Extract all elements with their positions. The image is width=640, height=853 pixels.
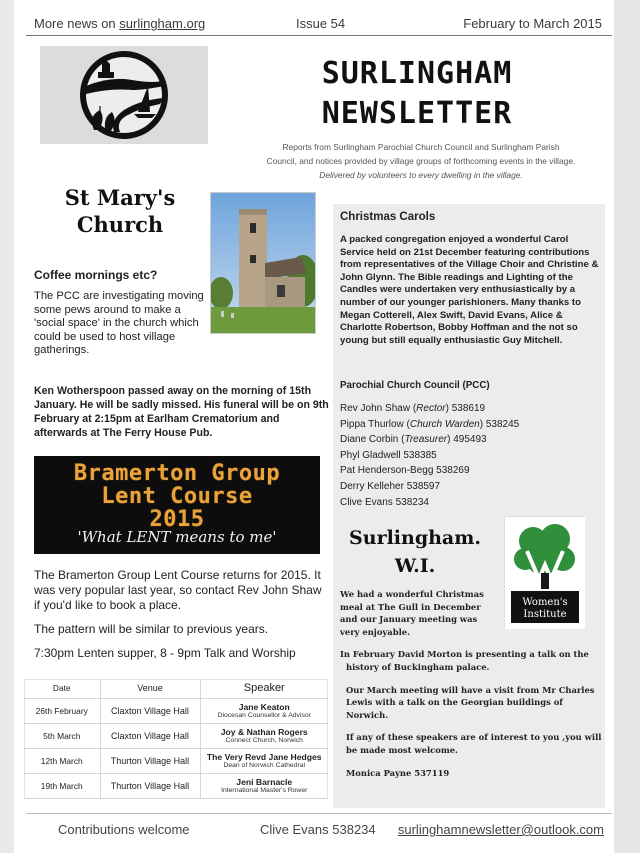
speaker-role: International Master's Rower [221,787,308,794]
more-news [34,16,205,31]
carols-heading: Christmas Carols [340,211,436,223]
church-heading [38,184,202,238]
row-speaker [200,723,328,748]
carols-text: A packed congregation enjoyed a wonderful Carol Service held on 21st December featuring contributions from representatives of the Village Choir and Christine & John Glynn. The Bible readings and Lighting of the Candles were undertaken very enthusiastically by a number of our younger parishioners. Many thanks to Megan Cotterell, Alex Swift, David Evans, Alice & Charlotte Robertson, Bobby Hoffman and the not so young but still equally enthusiastic Guy Mitchell. [340,234,599,346]
more-news-label: More news on [34,16,120,31]
church-heading-line-1: St Mary's [64,185,176,210]
list-item: Clive Evans 538234 [340,496,429,508]
editor-contact: Clive Evans 538234 [260,822,376,837]
table-header-venue: Venue [100,679,200,698]
list-item: Pat Henderson-Begg 538269 [340,465,470,477]
list-item: Phyl Gladwell 538385 [340,449,437,461]
footer-bar [26,813,612,843]
row-venue: Thurton Village Hall [100,748,200,773]
coffee-text: The PCC are investigating moving some pews around to make a 'social space' in the church which could be used to host village gatherings. [34,290,204,357]
church-heading-line-2: Church [76,212,164,237]
banner-line-2: Lent Course [101,484,253,509]
contributions-label: Contributions welcome [58,822,190,837]
page-edge-left [0,0,14,853]
row-date: 26th February [24,698,100,723]
row-speaker [200,698,328,723]
coffee-heading: Coffee mornings etc? [34,268,158,282]
banner-title [34,462,320,531]
pcc-members-list [340,401,600,510]
table-row [24,698,328,723]
intro-text [226,140,616,182]
wi-para-2: In February David Morton is presenting a talk on the history of Buckingham palace. [340,649,589,672]
wi-signoff: Monica Payne 537119 [346,767,450,778]
village-logo [40,46,208,144]
wi-para-4: If any of these speakers are of interest to you ,you will be made most welcome. [346,732,602,755]
pcc-heading: Parochial Church Council (PCC) [340,380,490,391]
email-link[interactable]: surlinghamnewsletter@outlook.com [397,822,604,837]
lent-para-1: The Bramerton Group Lent Course returns for 2015. It was very popular last year, so contact Rev John Shaw if you'd like to book a place. [34,568,322,612]
church-tower-photo [210,192,316,334]
row-venue: Thurton Village Hall [100,773,200,798]
row-venue: Claxton Village Hall [100,723,200,748]
list-item: Diane Corbin (Treasurer) 495493 [340,434,487,446]
lent-course-banner [34,456,320,554]
lent-course-text [34,568,330,670]
wi-para-1: We had a wonderful Christmas meal at The Gull in December and our January meeting was very enjoyable. [340,589,484,637]
wi-para-3: Our March meeting will have a visit from Mr Charles Lewis with a talk on the Georgian buildings of Norwich. [346,684,595,720]
newsletter-title [222,54,612,134]
intro-line-2: Council, and notices provided by village groups of forthcoming events in the village. [266,156,576,166]
title-line-1: SURLINGHAM [321,56,513,91]
lent-schedule-table [24,679,328,799]
issue-date-range: February to March 2015 [463,16,602,31]
speaker-name: The Very Revd Jane Hedges [206,752,322,762]
table-header-date: Date [24,679,100,698]
row-date: 12th March [24,748,100,773]
table-row [24,748,328,773]
speaker-name: Jane Keaton [238,702,290,712]
intro-line-1: Reports from Surlingham Parochial Church Council and Surlingham Parish [282,142,560,152]
speaker-name: Joy & Nathan Rogers [220,727,308,737]
wi-heading-line-1: Surlingham. [349,527,481,549]
list-item: Pippa Thurlow (Church Warden) 538245 [340,418,520,430]
row-venue: Claxton Village Hall [100,698,200,723]
lent-para-3: 7:30pm Lenten supper, 8 - 9pm Talk and Worship [34,646,296,660]
wi-logo-text-2: Institute [523,609,567,620]
speaker-role: Dean of Norwich Cathedral [223,762,306,769]
obituary-notice: Ken Wotherspoon passed away on the morning of 15th January. He will be sadly missed. His funeral will be on 9th February at 2:15pm at Earlham Crematorium and afterwards at The Ferry House Pub. [34,385,329,439]
speaker-role: Diocesan Counsellor & Advisor [217,712,311,719]
list-item: Derry Kelleher 538597 [340,480,441,492]
speaker-name: Jeni Barnacle [236,777,293,787]
wi-news [340,588,606,789]
header-bar [26,10,612,36]
speaker-role: Connect Church, Norwich [225,737,303,744]
delivery-note: Delivered by volunteers to every dwelling in the village. [319,170,523,180]
row-speaker [200,748,328,773]
row-date: 5th March [24,723,100,748]
banner-line-1: Bramerton Group [73,461,281,486]
table-row [24,773,328,798]
issue-number: Issue 54 [296,16,346,31]
row-speaker [200,773,328,798]
more-news-link[interactable]: surlingham.org [119,16,206,31]
page-edge-right [614,0,640,853]
wi-logo-text-1: Women's [522,597,568,608]
table-header-speaker: Speaker [200,679,328,698]
banner-line-3: 2015 [149,507,205,532]
title-line-2: NEWSLETTER [321,96,513,131]
banner-subtitle: 'What LENT means to me' [77,528,277,546]
list-item: Rev John Shaw (Rector) 538619 [340,403,486,414]
lent-para-2: The pattern will be similar to previous years. [34,622,269,636]
wi-heading-line-2: W.I. [394,555,436,577]
row-date: 19th March [24,773,100,798]
table-row [24,723,328,748]
wi-heading [340,524,490,580]
